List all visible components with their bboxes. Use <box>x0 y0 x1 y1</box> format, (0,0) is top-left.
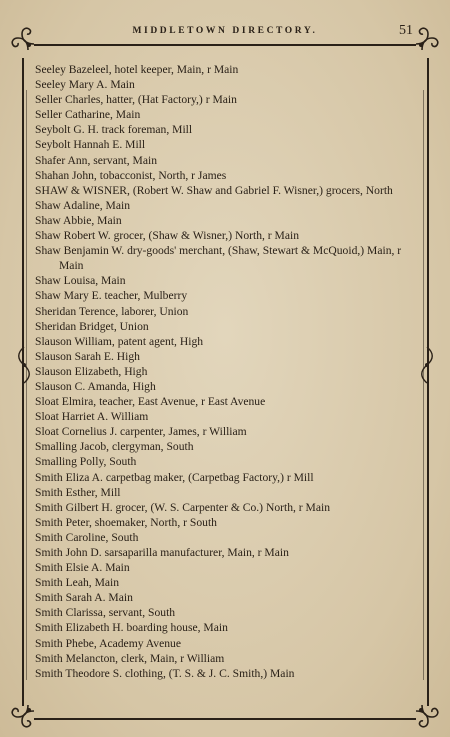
directory-entry: Slauson C. Amanda, High <box>35 379 156 393</box>
directory-entry: Shaw Benjamin W. dry-goods' merchant, (Shaw, Stewart & McQuoid,) Main, r Main <box>35 244 402 273</box>
directory-entry: Smith Clarissa, servant, South <box>35 606 176 620</box>
bottom-border-rule <box>34 718 416 720</box>
directory-entry: Shafer Ann, servant, Main <box>35 153 158 167</box>
directory-entry: Smalling Jacob, clergyman, South <box>35 440 194 454</box>
directory-entry: Seybolt G. H. track foreman, Mill <box>35 123 193 137</box>
directory-entry: Seeley Bazeleel, hotel keeper, Main, r Main <box>35 63 239 76</box>
directory-entry: Smith Theodore S. clothing, (T. S. & J. C. Smith,) Main <box>35 666 295 680</box>
directory-entry: Smith John D. sarsaparilla manufacturer, Main, r Main <box>35 546 289 559</box>
top-border-rule <box>34 44 416 46</box>
directory-entry: Smith Phebe, Academy Avenue <box>35 636 181 650</box>
corner-ornament-icon <box>404 693 444 733</box>
directory-entry: Sheridan Bridget, Union <box>35 319 149 333</box>
directory-entry: Smith Leah, Main <box>35 576 120 590</box>
directory-entry: Slauson William, patent agent, High <box>35 334 204 348</box>
directory-entry: Slauson Sarah E. High <box>35 349 140 363</box>
directory-entry: Shaw Louisa, Main <box>35 274 126 288</box>
directory-entry: Sloat Cornelius J. carpenter, James, r William <box>35 425 247 439</box>
page-title: MIDDLETOWN DIRECTORY. <box>132 26 318 36</box>
directory-entry: Seeley Mary A. Main <box>35 78 135 92</box>
side-ornament-icon <box>13 345 35 385</box>
directory-entry: Shaw Robert W. grocer, (Shaw & Wisner,) North, r Main <box>35 229 300 243</box>
directory-entry: Smith Elizabeth H. boarding house, Main <box>35 621 228 635</box>
directory-entry: Seller Charles, hatter, (Hat Factory,) r Main <box>35 93 237 107</box>
directory-entry: Smith Melancton, clerk, Main, r William <box>35 651 225 665</box>
directory-entry: Smith Gilbert H. grocer, (W. S. Carpenter & Co.) North, r Main <box>35 500 331 514</box>
directory-entries <box>35 62 420 681</box>
directory-entry: Smalling Polly, South <box>35 455 137 469</box>
corner-ornament-icon <box>404 22 444 62</box>
right-inner-rule <box>423 90 424 680</box>
directory-entry: SHAW & WISNER, (Robert W. Shaw and Gabriel F. Wisner,) grocers, North <box>35 183 393 197</box>
directory-entry: Smith Caroline, South <box>35 530 139 544</box>
directory-entry: Slauson Elizabeth, High <box>35 364 148 378</box>
directory-entry: Shaw Adaline, Main <box>35 198 130 212</box>
corner-ornament-icon <box>6 693 46 733</box>
directory-entry: Shaw Mary E. teacher, Mulberry <box>35 289 188 303</box>
left-inner-rule <box>26 90 27 680</box>
directory-entry: Shahan John, tobacconist, North, r James <box>35 168 227 182</box>
directory-entry: Sheridan Terence, laborer, Union <box>35 304 189 318</box>
directory-entry: Smith Sarah A. Main <box>35 591 133 605</box>
directory-entry: Smith Esther, Mill <box>35 485 121 499</box>
page-header <box>0 23 450 42</box>
directory-entry: Sloat Elmira, teacher, East Avenue, r East Avenue <box>35 395 266 409</box>
directory-entry: Shaw Abbie, Main <box>35 213 122 227</box>
directory-entry: Smith Peter, shoemaker, North, r South <box>35 515 217 529</box>
directory-entry: Smith Eliza A. carpetbag maker, (Carpetbag Factory,) r Mill <box>35 470 314 484</box>
directory-entry: Seybolt Hannah E. Mill <box>35 138 146 152</box>
corner-ornament-icon <box>6 22 46 62</box>
directory-entry: Sloat Harriet A. William <box>35 410 149 424</box>
directory-entry: Seller Catharine, Main <box>35 108 141 122</box>
directory-entry: Smith Elsie A. Main <box>35 561 130 575</box>
page-number: 51 <box>399 23 413 38</box>
